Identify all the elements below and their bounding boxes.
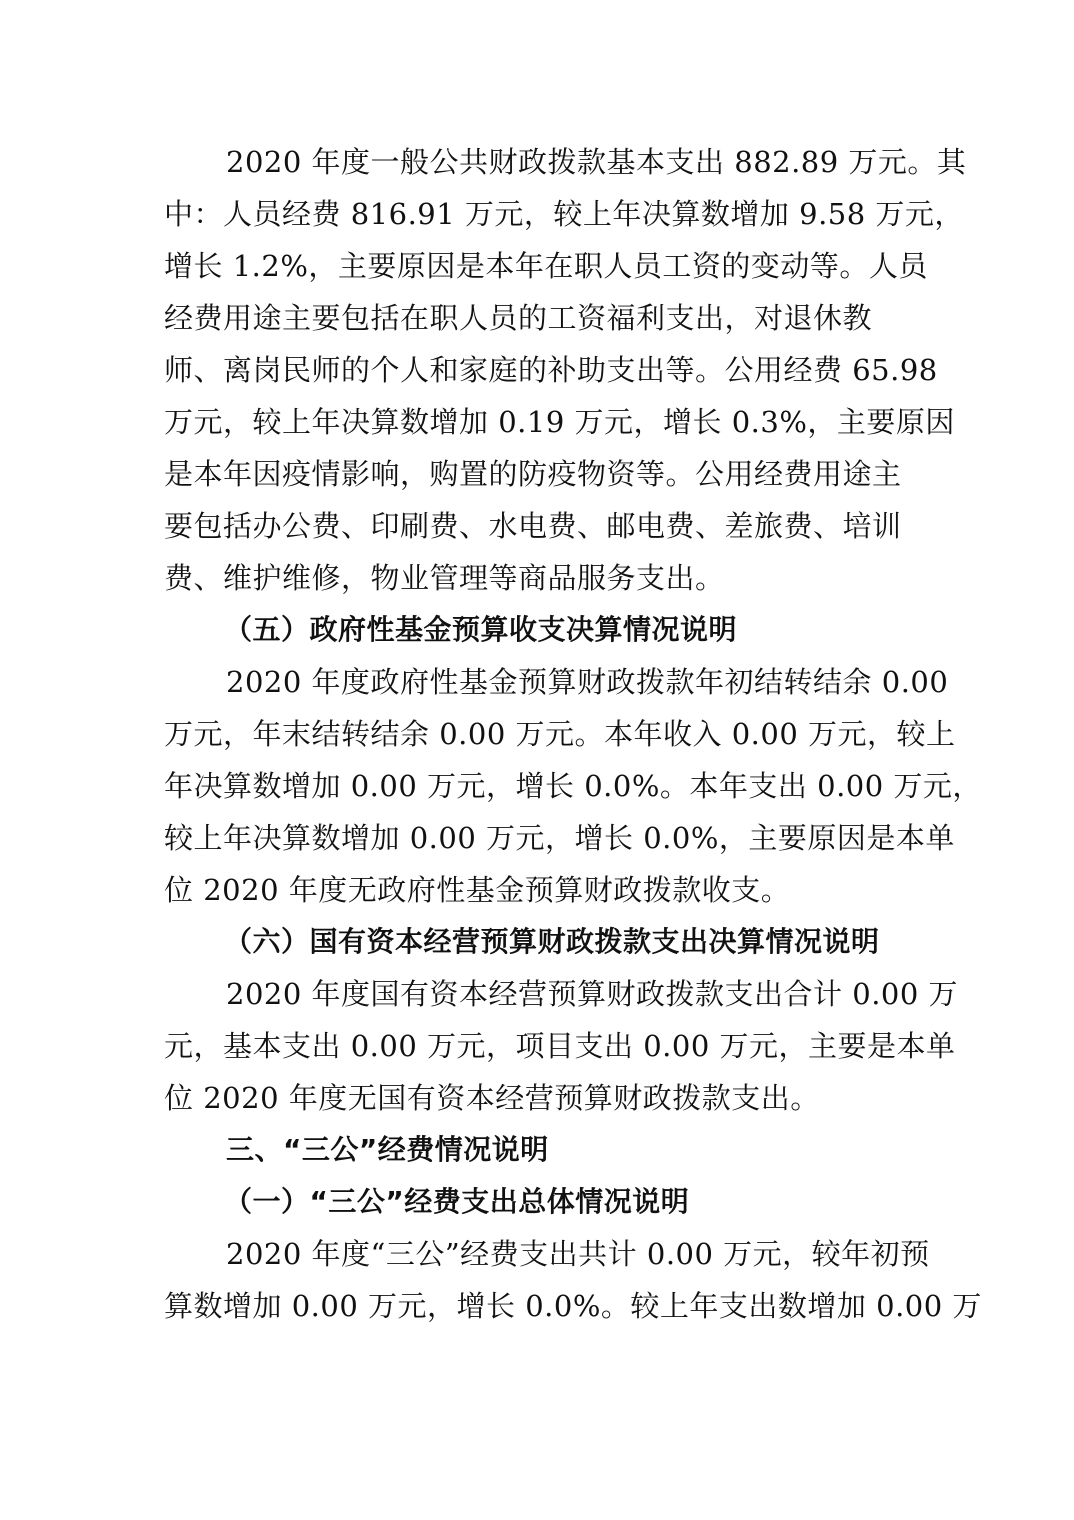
section-heading-1: （一）“三公”经费支出总体情况说明 xyxy=(224,1185,690,1218)
paragraph-line: 位 2020 年度无政府性基金预算财政拨款收支。 xyxy=(164,873,791,907)
paragraph-line: 元，基本支出 0.00 万元，项目支出 0.00 万元，主要是本单 xyxy=(164,1029,956,1063)
paragraph-line: 要包括办公费、印刷费、水电费、邮电费、差旅费、培训 xyxy=(164,509,902,543)
paragraph-line: 中：人员经费 816.91 万元，较上年决算数增加 9.58 万元， xyxy=(164,197,964,231)
paragraph-line: 2020 年度一般公共财政拨款基本支出 882.89 万元。其 xyxy=(226,145,967,179)
paragraph-line: 增长 1.2%，主要原因是本年在职人员工资的变动等。人员 xyxy=(164,249,928,283)
section-heading-5: （五）政府性基金预算收支决算情况说明 xyxy=(224,613,738,646)
paragraph-line: 2020 年度“三公”经费支出共计 0.00 万元，较年初预 xyxy=(226,1237,930,1271)
paragraph-line: 2020 年度国有资本经营预算财政拨款支出合计 0.00 万 xyxy=(226,977,959,1011)
paragraph-line: 经费用途主要包括在职人员的工资福利支出，对退休教 xyxy=(164,301,873,335)
paragraph-line: 万元，年末结转结余 0.00 万元。本年收入 0.00 万元，较上 xyxy=(164,717,956,751)
chapter-heading-3: 三、“三公”经费情况说明 xyxy=(226,1133,549,1166)
paragraph-line: 较上年决算数增加 0.00 万元，增长 0.0%，主要原因是本单 xyxy=(164,821,955,855)
paragraph-line: 年决算数增加 0.00 万元，增长 0.0%。本年支出 0.00 万元， xyxy=(164,769,982,803)
paragraph-line: 师、离岗民师的个人和家庭的补助支出等。公用经费 65.98 xyxy=(164,353,938,387)
document-body xyxy=(164,136,982,1332)
paragraph-line: 是本年因疫情影响，购置的防疫物资等。公用经费用途主 xyxy=(164,457,902,491)
paragraph-line: 万元，较上年决算数增加 0.19 万元，增长 0.3%，主要原因 xyxy=(164,405,955,439)
paragraph-line: 位 2020 年度无国有资本经营预算财政拨款支出。 xyxy=(164,1081,820,1115)
paragraph-line: 费、维护维修，物业管理等商品服务支出。 xyxy=(164,561,725,595)
paragraph-line: 算数增加 0.00 万元，增长 0.0%。较上年支出数增加 0.00 万 xyxy=(164,1289,982,1323)
paragraph-line: 2020 年度政府性基金预算财政拨款年初结转结余 0.00 xyxy=(226,665,949,699)
section-heading-6: （六）国有资本经营预算财政拨款支出决算情况说明 xyxy=(224,925,880,958)
